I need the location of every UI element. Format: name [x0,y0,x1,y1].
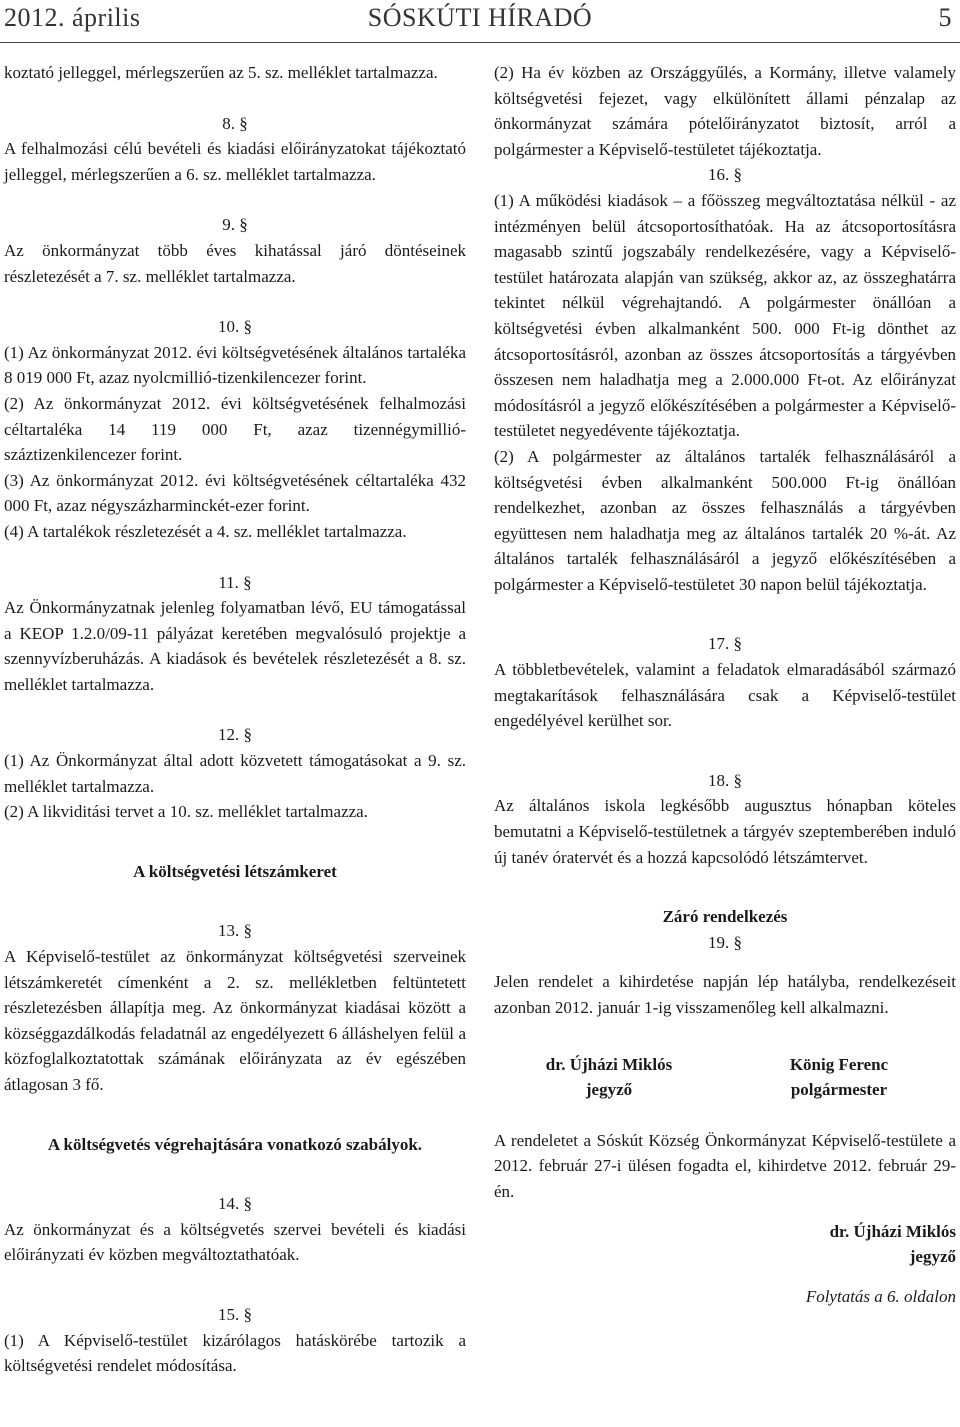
section-number: 17. § [708,634,742,654]
section-heading: A költségvetési létszámkeret [133,861,337,881]
paragraph: (1) A Képviselő-testület kizárólagos hatáskörébe tartozik a költségvetési rendelet módosítása. [4,1330,466,1376]
signer-name: dr. Újházi Miklós [545,1054,673,1074]
signer-name: dr. Újházi Miklós [829,1221,956,1241]
section-number: 14. § [218,1194,252,1214]
signer-title: polgármester [790,1080,888,1100]
publication-title: SÓSKÚTI HÍRADÓ [367,3,593,32]
right-column [494,60,956,1309]
continuation-note[interactable]: Folytatás a 6. oldalon [805,1286,956,1306]
paragraph: (2) A polgármester az általános tartalék felhasználásáról a költségvetési évben alkalmanként 500.000 Ft-ig önállóan rendelkezhet, azonban az összes felhasználás a tárgyévben együttesen nem haladhatja meg az általános tartalék 20 %-át. Az általános tartalék felhasználásáról a jegyző előkészítésében a polgármester a Képviselő-testületet 30 napon belül tájékoztatja. [494,446,956,594]
section-number: 15. § [218,1304,252,1324]
paragraph: (1) Az Önkormányzat által adott közvetett támogatásokat a 9. sz. melléklet tartalmazza. [4,751,466,796]
section-number: 12. § [218,725,252,745]
paragraph: koztató jelleggel, mérlegszerűen az 5. sz. melléklet tartalmazza. [4,63,438,82]
section-number: 13. § [218,921,252,941]
paragraph: (1) A működési kiadások – a főösszeg megváltoztatása nélkül - az intézményen belül átcsoportosíthatóak. Ha az átcsoportosításra magasabb szintű jogszabály rendelkezésére, vagy a Képviselő-testület határozata alapján van szükség, akkor az, az összeghatárra tekintet nélkül végrehajtandó. A polgármester önállóan a költségvetési évben alkalmanként 500. 000 Ft-ig dönthet az átcsoportosításról, azonban az összes átcsoportosítás a tárgyévben összesen nem haladhatja meg a 2.000.000 Ft-ot. Az előirányzat módosításról a jegyző előkészítésében a polgármester a Képviselő-testületet negyedévente tájékoztatja. [494,190,956,441]
paragraph: A rendeletet a Sóskút Község Önkormányzat Képviselő-testülete a 2012. február 27-i ülésen fogadta el, kihirdetve 2012. február 29-én. [494,1130,956,1201]
paragraph: Jelen rendelet a kihirdetése napján lép hatályba, rendelkezéseit azonban 2012. január 1-ig visszamenőleg kell alkalmazni. [494,972,956,1017]
paragraph: (3) Az önkormányzat 2012. évi költségvetésének céltartaléka 432 000 Ft, azaz négyszázharminckét-ezer forint. [4,470,466,516]
paragraph: A többletbevételek, valamint a feladatok elmaradásából származó megtakarítások felhasználására csak a Képviselő-testület engedélyével kerülhet sor. [494,660,956,731]
issue-date: 2012. április [4,3,141,32]
left-column [4,60,466,1379]
paragraph: (2) Az önkormányzat 2012. évi költségvetésének felhalmozási céltartaléka 14 119 000 Ft, azaz tizennégymillió-száztizenkilencezer forint. [4,393,466,465]
signer-name: König Ferenc [789,1054,889,1074]
section-number: 10. § [218,317,252,337]
page-header [0,0,960,36]
signer-title: jegyző [909,1247,956,1267]
paragraph: A Képviselő-testület az önkormányzat költségvetési szerveinek létszámkeretét címenként a 2. sz. mellékletben feltüntetett részletezésben állapítja meg. Az önkormányzat kiadásai között a községgazdálkodás feladatnál az engedélyezett 6 álláshelyen felül a közfoglalkoztatottak számának előirányzata az év egészében átlagosan 3 fő. [4,947,466,1094]
section-number: 16. § [708,165,742,185]
section-number: 8. § [222,113,248,133]
paragraph: Az általános iskola legkésőbb augusztus hónapban köteles bemutatni a Képviselő-testületnek a tárgyév szeptemberében induló új tanév óratervét és a hozzá kapcsolódó létszámtervet. [494,796,956,867]
section-number: 9. § [222,215,248,235]
paragraph: (2) A likviditási tervet a 10. sz. melléklet tartalmazza. [4,802,368,822]
signature-block [494,1052,956,1103]
paragraph: Az Önkormányzatnak jelenleg folyamatban lévő, EU támogatással a KEOP 1.2.0/09-11 pályázat keretében megvalósuló projektje a szennyvízberuházás. A kiadások és bevételek részletezését a 8. sz. melléklet tartalmazza. [4,598,466,694]
section-heading: Záró rendelkezés [662,907,788,927]
paragraph: Az önkormányzat több éves kihatással járó döntéseinek részletezését a 7. sz. melléklet tartalmazza. [4,240,466,286]
paragraph: A felhalmozási célú bevételi és kiadási előirányzatokat tájékoztató jelleggel, mérlegszerűen a 6. sz. melléklet tartalmazza. [4,139,466,184]
section-heading: A költségvetés végrehajtására vonatkozó szabályok. [47,1134,423,1154]
section-number: 18. § [708,770,742,790]
paragraph: (4) A tartalékok részletezését a 4. sz. melléklet tartalmazza. [4,521,407,541]
paragraph: Az önkormányzat és a költségvetés szervei bevételi és kiadási előirányzati év közben megváltoztathatóak. [4,1219,466,1265]
header-divider [0,42,960,43]
paragraph: (2) Ha év közben az Országgyűlés, a Kormány, illetve valamely költségvetési fejezet, vagy elkülönített állami pénzalap az önkormányzat számára pótelőirányzatot biztosít, arról a polgármester a Képviselő-testületet tájékoztatja. [494,63,956,159]
section-number: 19. § [708,932,742,952]
paragraph: (1) Az önkormányzat 2012. évi költségvetésének általános tartaléka 8 019 000 Ft, azaz nyolcmillió-tizenkilencezer forint. [4,342,466,388]
signer-title: jegyző [585,1080,633,1100]
page-number: 5 [938,3,952,32]
section-number: 11. § [218,572,252,592]
